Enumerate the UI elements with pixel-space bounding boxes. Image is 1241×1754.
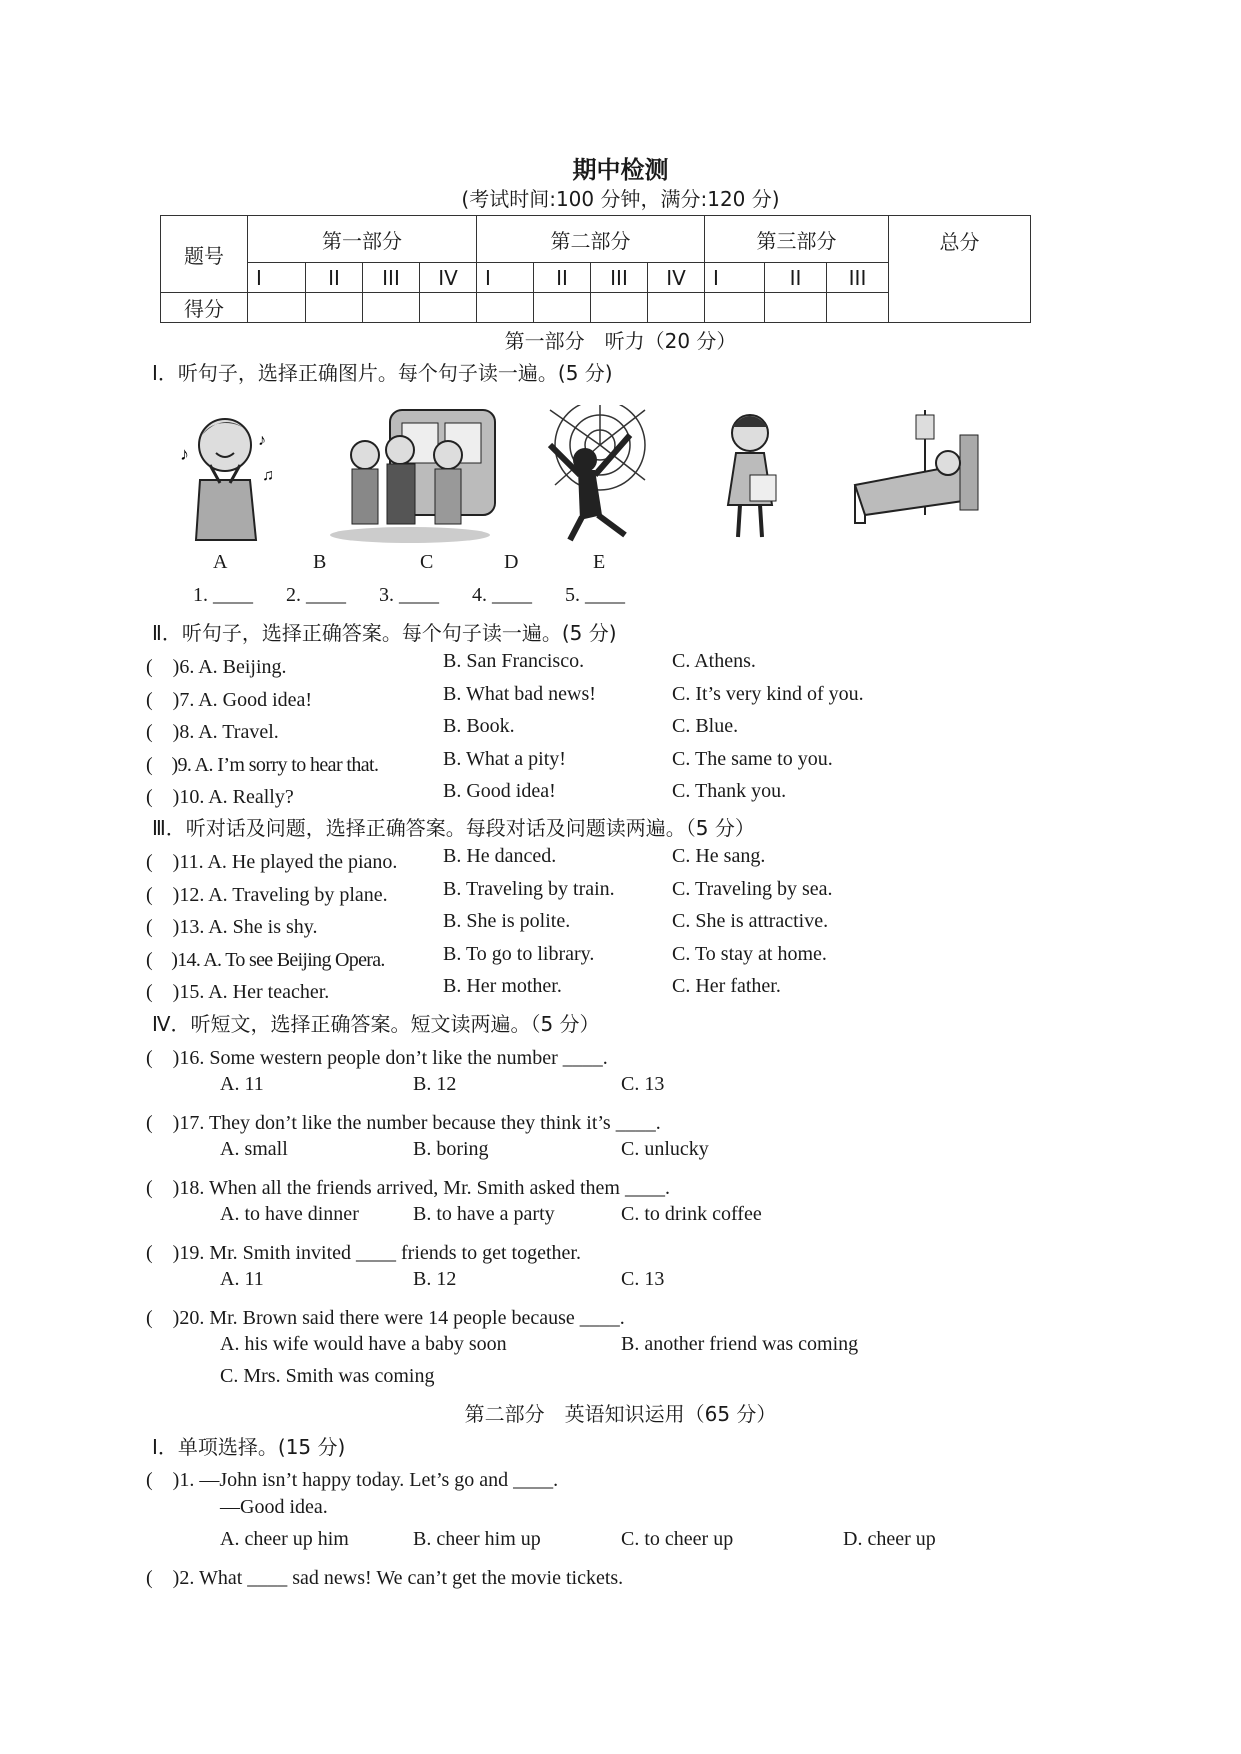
- option-a: A. his wife would have a baby soon: [220, 1333, 507, 1355]
- option-b: B. Book.: [443, 715, 515, 737]
- score-table-sub: I: [705, 263, 765, 293]
- answer-blank[interactable]: 1. ____: [193, 584, 253, 606]
- option-d: D. cheer up: [843, 1528, 936, 1550]
- option-c: C. She is attractive.: [672, 910, 829, 932]
- answer-blank[interactable]: 4. ____: [472, 584, 532, 606]
- option-b: B. Her mother.: [443, 975, 562, 997]
- picture-label: B: [313, 551, 327, 573]
- option-b: B. to have a party: [413, 1203, 555, 1225]
- option-c: C. Traveling by sea.: [672, 878, 833, 900]
- score-table-sub: I: [248, 263, 306, 293]
- question-stem: ( )7. A. Good idea!: [146, 689, 313, 711]
- option-a: A. 11: [220, 1268, 264, 1290]
- option-b: B. 12: [413, 1073, 457, 1095]
- question-stem: ( )2. What ____ sad news! We can’t get the movie tickets.: [146, 1567, 624, 1589]
- picture-label: D: [504, 551, 519, 573]
- question-stem: ( )8. A. Travel.: [146, 721, 279, 743]
- score-cell[interactable]: [591, 293, 648, 323]
- score-table-sub: II: [765, 263, 827, 293]
- svg-text:♪: ♪: [258, 432, 266, 449]
- question-stem: ( )11. A. He played the piano.: [146, 851, 398, 873]
- option-b: B. What bad news!: [443, 683, 596, 705]
- question-stem: ( )13. A. She is shy.: [146, 916, 318, 938]
- option-b: B. He danced.: [443, 845, 557, 867]
- question-stem: ( )10. A. Really?: [146, 786, 294, 808]
- score-table-total: 总分: [889, 216, 1031, 323]
- option-c: C. To stay at home.: [672, 943, 827, 965]
- option-a: A. small: [220, 1138, 288, 1160]
- option-c: C. Her father.: [672, 975, 781, 997]
- option-b: B. To go to library.: [443, 943, 595, 965]
- option-c: C. to cheer up: [621, 1528, 734, 1550]
- score-table-header-number: 题号: [161, 216, 248, 293]
- option-b: B. Traveling by train.: [443, 878, 615, 900]
- score-cell[interactable]: [765, 293, 827, 323]
- picture-label: C: [420, 551, 434, 573]
- option-c: C. Thank you.: [672, 780, 787, 802]
- option-c: C. It’s very kind of you.: [672, 683, 864, 705]
- svg-text:♫: ♫: [262, 467, 274, 484]
- option-c: C. He sang.: [672, 845, 766, 867]
- option-b: B. She is polite.: [443, 910, 571, 932]
- picture-label: A: [213, 551, 228, 573]
- score-cell[interactable]: [420, 293, 477, 323]
- score-cell[interactable]: [827, 293, 889, 323]
- score-table-sub: III: [827, 263, 889, 293]
- option-c: C. Mrs. Smith was coming: [220, 1365, 435, 1387]
- score-cell[interactable]: [705, 293, 765, 323]
- part2-heading: 第二部分 英语知识运用（65 分）: [464, 1402, 777, 1426]
- question-stem: ( )14. A. To see Beijing Opera.: [146, 949, 385, 971]
- question-stem: ( )9. A. I’m sorry to hear that.: [146, 754, 379, 776]
- score-cell[interactable]: [363, 293, 420, 323]
- picture-boy-singing: [180, 405, 290, 545]
- question-stem: ( )18. When all the friends arrived, Mr. Smith asked them ____.: [146, 1177, 670, 1199]
- score-table-sub: I: [477, 263, 534, 293]
- picture-row: [180, 405, 1000, 555]
- score-table-part2: 第二部分: [477, 216, 705, 263]
- score-table-sub: II: [306, 263, 363, 293]
- question-stem: ( )17. They don’t like the number because they think it’s ____.: [146, 1112, 661, 1134]
- picture-label: E: [593, 551, 606, 573]
- score-table-sub: II: [534, 263, 591, 293]
- part1-section4-title: Ⅳ．听短文，选择正确答案。短文读两遍。（5 分）: [152, 1012, 600, 1036]
- score-table-score-label: 得分: [161, 293, 248, 323]
- option-c: C. unlucky: [621, 1138, 709, 1160]
- question-stem: ( )1. —John isn’t happy today. Let’s go and ____.: [146, 1469, 559, 1491]
- picture-children-bus: [330, 405, 500, 545]
- option-c: C. to drink coffee: [621, 1203, 762, 1225]
- option-c: C. Athens.: [672, 650, 756, 672]
- part1-section2-title: Ⅱ．听句子，选择正确答案。每个句子读一遍。(5 分): [152, 621, 617, 645]
- svg-text:♪: ♪: [180, 444, 189, 464]
- score-table: [160, 215, 1031, 323]
- part1-section1-title: Ⅰ．听句子，选择正确图片。每个句子读一遍。(5 分): [152, 361, 613, 385]
- score-table-sub: IV: [420, 263, 477, 293]
- answer-blank[interactable]: 5. ____: [565, 584, 625, 606]
- option-c: C. The same to you.: [672, 748, 833, 770]
- picture-sick-bed: [850, 405, 980, 545]
- question-stem: ( )12. A. Traveling by plane.: [146, 884, 388, 906]
- part2-section1-title: Ⅰ．单项选择。(15 分): [152, 1435, 346, 1459]
- answer-blank[interactable]: 3. ____: [379, 584, 439, 606]
- option-a: A. to have dinner: [220, 1203, 359, 1225]
- question-stem: ( )6. A. Beijing.: [146, 656, 287, 678]
- exam-subtitle: (考试时间:100 分钟，满分:120 分): [461, 187, 780, 211]
- score-table-sub: IV: [648, 263, 705, 293]
- question-stem: ( )20. Mr. Brown said there were 14 people because ____.: [146, 1307, 625, 1329]
- score-table-part3: 第三部分: [705, 216, 889, 263]
- option-b: B. cheer him up: [413, 1528, 541, 1550]
- option-b: B. another friend was coming: [621, 1333, 859, 1355]
- score-cell[interactable]: [477, 293, 534, 323]
- answer-blank[interactable]: 2. ____: [286, 584, 346, 606]
- question-stem: ( )16. Some western people don’t like the number ____.: [146, 1047, 608, 1069]
- score-cell[interactable]: [534, 293, 591, 323]
- option-a: A. 11: [220, 1073, 264, 1095]
- score-cell[interactable]: [306, 293, 363, 323]
- question-stem: ( )19. Mr. Smith invited ____ friends to get together.: [146, 1242, 581, 1264]
- option-b: B. San Francisco.: [443, 650, 585, 672]
- option-c: C. Blue.: [672, 715, 739, 737]
- score-table-sub: III: [363, 263, 420, 293]
- option-b: B. 12: [413, 1268, 457, 1290]
- option-c: C. 13: [621, 1268, 665, 1290]
- option-b: B. What a pity!: [443, 748, 566, 770]
- score-cell[interactable]: [248, 293, 306, 323]
- picture-girl-upset: [710, 405, 790, 545]
- score-table-sub: III: [591, 263, 648, 293]
- question-stem: ( )15. A. Her teacher.: [146, 981, 330, 1003]
- score-cell[interactable]: [648, 293, 705, 323]
- score-table-part1: 第一部分: [248, 216, 477, 263]
- option-a: A. cheer up him: [220, 1528, 349, 1550]
- part1-heading: 第一部分 听力（20 分）: [504, 329, 737, 353]
- part1-section3-title: Ⅲ．听对话及问题，选择正确答案。每段对话及问题读两遍。（5 分）: [152, 816, 755, 840]
- dialogue-reply: —Good idea.: [220, 1496, 328, 1518]
- option-c: C. 13: [621, 1073, 665, 1095]
- page-title: 期中检测: [572, 156, 669, 184]
- option-b: B. Good idea!: [443, 780, 556, 802]
- option-b: B. boring: [413, 1138, 489, 1160]
- picture-spiderman: [540, 405, 650, 545]
